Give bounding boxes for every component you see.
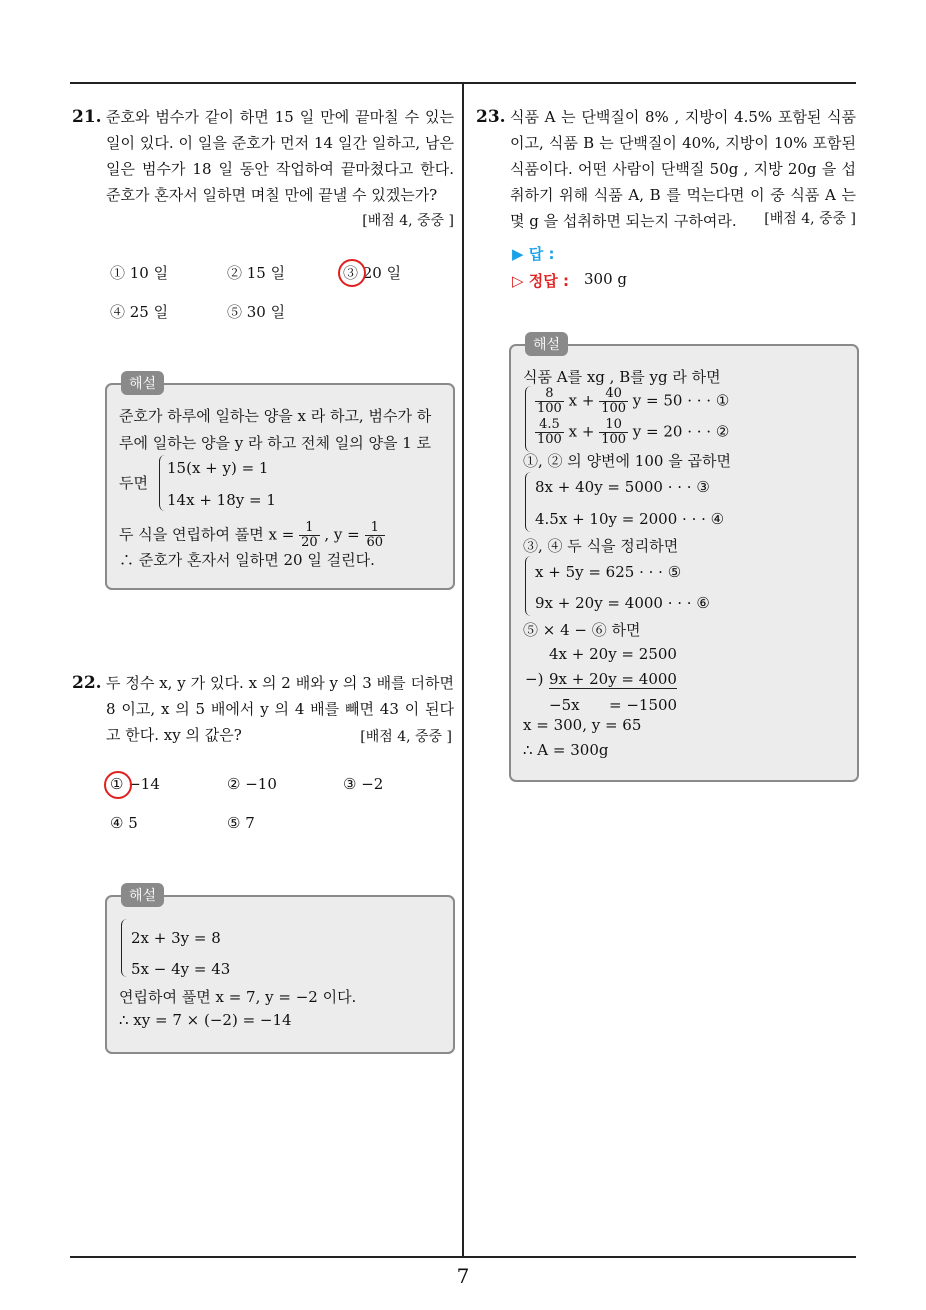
solution-line: 두면 — [119, 474, 148, 492]
question-number: 23. — [476, 107, 506, 127]
fraction: $\frac{1}{60}$ — [366, 520, 384, 550]
solution-tag: 해설 — [525, 332, 568, 356]
equation-brace — [525, 386, 532, 452]
equation: 5x − 4y = 43 — [131, 960, 231, 978]
solution-box-23 — [509, 337, 859, 782]
solution-line: ∴ 준호가 혼자서 일하면 20 일 걸린다. — [119, 551, 375, 569]
solution-line: 준호가 하루에 일하는 양을 x 라 하고, 범수가 하 — [119, 407, 432, 425]
question-text: 두 정수 x, y 가 있다. x 의 2 배와 y 의 3 배를 더하면 8 이고, x 의 5 배에서 y 의 4 배를 빼면 43 이 된다고 한다. xy 의 값은? — [106, 674, 454, 744]
equation: 8x + 40y = 5000 · · · ③ — [535, 478, 710, 496]
solution-tag: 해설 — [121, 883, 164, 907]
equation-brace — [525, 556, 532, 616]
answer-mark-circle — [104, 771, 132, 799]
solution-line: 루에 일하는 양을 y 라 하고 전체 일의 양을 1 로 — [119, 434, 432, 452]
equation: 15(x + y) = 1 — [167, 459, 269, 477]
bottom-rule — [70, 1256, 856, 1258]
solution-line: 두 식을 연립하여 풀면 x = $\frac{1}{20}$ , y = $\frac{1}{60}$ — [119, 520, 384, 550]
solution-line: 연립하여 풀면 x = 7, y = −2 이다. — [119, 988, 357, 1006]
equation: 2x + 3y = 8 — [131, 929, 221, 947]
solution-line: x = 300, y = 65 — [523, 716, 642, 734]
solution-box-22 — [105, 888, 455, 1054]
question-number: 22. — [72, 673, 102, 693]
equation: 14x + 18y = 1 — [167, 491, 276, 509]
equation: 4.5x + 10y = 2000 · · · ④ — [535, 510, 725, 528]
equation-brace — [159, 455, 166, 511]
question-text: 식품 A 는 단백질이 8% , 지방이 4.5% 포함된 식품이고, 식품 B 는 단백질이 40%, 지방이 10% 포함된 식품이다. 어떤 사람이 단백질 50g , 지방 20g 을 섭취하기 위해 식품 A, B 를 먹는다면 이 중 식품 A 는 몇 g 을 섭취하면 되는지 구하여라. — [510, 108, 856, 230]
score-label: [배점 4, 중중 ] — [362, 213, 454, 229]
solution-line: ∴ xy = 7 × (−2) = −14 — [119, 1011, 292, 1029]
equation: x + 5y = 625 · · · ⑤ — [535, 563, 682, 581]
choice-1[interactable]: ① 10 일 — [110, 264, 169, 282]
solution-line: 식품 A를 xg , B를 yg 라 하면 — [523, 368, 721, 386]
subtraction-sign: −) — [525, 670, 544, 688]
choice-4[interactable]: ④ 5 — [110, 814, 138, 832]
equation: $\frac{8}{100}$ x + $\frac{40}{100}$ y = 50 · · · ① — [537, 386, 730, 416]
choice-2[interactable]: ② −10 — [227, 775, 277, 793]
question-number: 21. — [72, 107, 102, 127]
choice-2[interactable]: ② 15 일 — [227, 264, 286, 282]
equation: 9x + 20y = 4000 — [549, 670, 677, 688]
equation: = −1500 — [609, 696, 678, 714]
equation-brace — [525, 472, 532, 532]
answer-input-label[interactable]: ▶ 답 : — [512, 245, 555, 263]
answer-mark-circle — [338, 259, 366, 287]
score-label: [배점 4, 중중 ] — [764, 211, 856, 227]
choice-3[interactable]: ③ 20 일 — [343, 264, 402, 282]
solution-line: ∴ A = 300g — [523, 741, 609, 759]
choice-4[interactable]: ④ 25 일 — [110, 303, 169, 321]
solution-line: ⑤ × 4 − ⑥ 하면 — [523, 621, 641, 639]
solution-line: ③, ④ 두 식을 정리하면 — [523, 537, 679, 555]
correct-answer-label: ▷ 정답 : — [512, 272, 569, 290]
score-label: [배점 4, 중중 ] — [360, 729, 452, 745]
solution-box-21 — [105, 376, 455, 590]
choice-3[interactable]: ③ −2 — [343, 775, 384, 793]
equation: $\frac{4.5}{100}$ x + $\frac{10}{100}$ y = 20 · · · ② — [537, 417, 730, 447]
column-divider — [462, 83, 464, 1257]
correct-answer-value: 300 g — [584, 270, 628, 288]
equation: 4x + 20y = 2500 — [549, 645, 677, 663]
equation-brace — [121, 919, 128, 977]
question-21 — [72, 104, 454, 234]
fraction: $\frac{1}{20}$ — [301, 520, 318, 550]
choice-5[interactable]: ⑤ 7 — [227, 814, 255, 832]
solution-tag: 해설 — [121, 371, 164, 395]
question-text: 준호와 범수가 같이 하면 15 일 만에 끝마칠 수 있는 일이 있다. 이 일을 준호가 먼저 14 일간 일하고, 남은 일은 범수가 18 일 동안 작업하여 끝마쳤다고 한다. 준호가 혼자서 일하면 며칠 만에 끝낼 수 있겠는가? — [106, 108, 454, 204]
choice-1[interactable]: ① −14 — [110, 775, 160, 793]
page-number: 7 — [456, 1264, 470, 1288]
choice-5[interactable]: ⑤ 30 일 — [227, 303, 286, 321]
equation: 9x + 20y = 4000 · · · ⑥ — [535, 594, 710, 612]
equation: −5x — [549, 696, 580, 714]
solution-line: ①, ② 의 양변에 100 을 곱하면 — [523, 452, 731, 470]
